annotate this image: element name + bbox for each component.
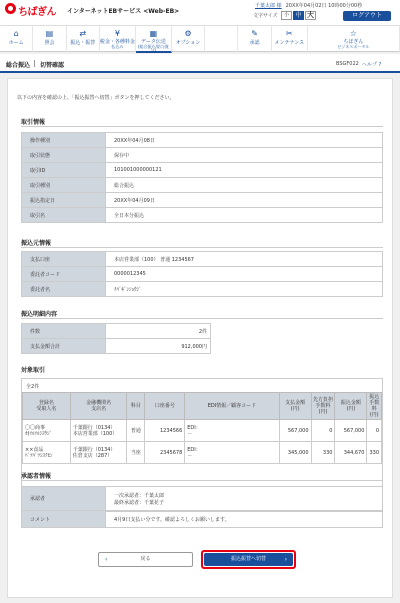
logout-button[interactable]: ログアウト	[343, 11, 391, 21]
row-key: 委託者コード	[22, 267, 106, 282]
table-row	[22, 267, 383, 282]
nav-item-7[interactable]	[238, 26, 271, 53]
switch-label: 振込振替へ切替	[230, 556, 266, 562]
user-info	[255, 2, 362, 9]
help-link[interactable]: ヘルプ ?	[362, 62, 382, 68]
row-value: 20XX年04月08日	[106, 133, 383, 148]
nav-label: オプション	[175, 40, 201, 46]
row-value: 0000012345	[106, 267, 383, 282]
chevron-left-icon: ‹	[105, 556, 108, 563]
global-nav	[0, 25, 400, 52]
table-cell: 〇〇商事 ｶ)ﾏﾙﾏﾙｼﾖｳｼﾞ	[23, 420, 71, 442]
maintenance-icon: ✂	[285, 29, 293, 38]
row-value: 101001000000121	[106, 163, 383, 178]
table-row	[22, 133, 383, 148]
portal-icon: ☆	[349, 29, 357, 38]
row-value: 4月9日支払い分です。確認よろしくお願いします。	[106, 511, 383, 528]
main-content	[7, 78, 393, 598]
column-header: 口座番号	[145, 393, 185, 420]
row-key: 操作種別	[22, 133, 106, 148]
bank-logo-icon	[5, 3, 16, 14]
source-info-title: 振込元情報	[21, 240, 52, 247]
row-key: 委託者名	[22, 282, 106, 297]
row-key: 支払口座	[22, 252, 106, 267]
approver-info-title: 承認者情報	[21, 473, 52, 480]
table-row	[22, 193, 383, 208]
font-size-small-button[interactable]: 小	[281, 11, 292, 20]
column-header: 振込金額 (円)	[335, 393, 367, 420]
table-row	[22, 282, 383, 297]
table-row	[22, 178, 383, 193]
transfer-icon: ⇄	[79, 29, 87, 38]
column-header: 先方負担 手数料 (円)	[311, 393, 335, 420]
nav-item-9[interactable]	[308, 26, 400, 53]
nav-item-5[interactable]	[172, 26, 205, 53]
row-key: 取引状態	[22, 148, 106, 163]
table-cell: 344,670	[335, 442, 367, 464]
chevron-right-icon: ›	[284, 556, 287, 563]
switch-to-transfer-inner	[204, 553, 293, 566]
trade-info-table	[21, 132, 383, 223]
row-key: 取引名	[22, 208, 106, 223]
row-value: ﾁﾊﾞｷﾞﾝｼｮｳｼﾞ	[106, 282, 383, 297]
nav-item-2[interactable]	[67, 26, 100, 53]
row-value: 一次承認者：千葉太郎 最終承認者：千葉花子	[106, 487, 383, 511]
table-row	[22, 487, 383, 511]
page-title-bar	[0, 54, 400, 73]
divider	[21, 480, 383, 481]
table-row	[22, 511, 383, 528]
data-transmit-icon: ▦	[149, 29, 158, 38]
table-cell: 千葉銀行（0134） 本店営業部（100）	[70, 420, 127, 442]
table-row	[23, 442, 382, 464]
nav-sublabel: 払込み	[111, 44, 124, 49]
table-cell: 567,000	[279, 420, 311, 442]
nav-item-3[interactable]	[100, 26, 136, 53]
row-key: 取引種別	[22, 178, 106, 193]
nav-sublabel: (総合振込/給与賞与)	[137, 44, 169, 53]
approval-icon: ✎	[251, 29, 258, 38]
nav-label: 照会	[44, 40, 55, 46]
nav-item-8[interactable]	[272, 26, 308, 53]
brand-name: ちばぎん	[18, 7, 56, 18]
row-value: 本店営業部（100） 普通 1234567	[106, 252, 383, 267]
inquiry-icon: ▤	[45, 29, 54, 38]
divider	[21, 126, 383, 127]
table-cell: ××食品 ﾊﾞﾂﾊﾞﾂｼﾖｸﾋﾝ	[23, 442, 71, 464]
nav-label: ちばぎん	[343, 39, 364, 45]
row-value: 20XX年04月09日	[106, 193, 383, 208]
row-key: コメント	[22, 511, 106, 528]
row-key: 承認者	[22, 487, 106, 511]
row-value: 全日本分振込	[106, 208, 383, 223]
table-row	[22, 163, 383, 178]
row-key: 振込指定日	[22, 193, 106, 208]
nav-label: ホーム	[8, 40, 24, 46]
row-key: 支払金額合計	[22, 339, 106, 354]
table-row	[22, 339, 211, 354]
table-cell: EDI： －	[185, 420, 279, 442]
instruction-text: 以下の内容を確認の上、「振込振替へ切替」ボタンを押してください。	[17, 95, 175, 101]
back-button[interactable]	[98, 552, 193, 567]
table-row	[22, 324, 211, 339]
nav-item-1[interactable]	[33, 26, 66, 53]
table-cell: 330	[367, 442, 382, 464]
approver-info-table	[21, 486, 383, 528]
row-value: 2件	[106, 324, 211, 339]
table-row	[22, 252, 383, 267]
table-row	[23, 420, 382, 442]
nav-sublabel: ビジネスポータル	[337, 44, 370, 49]
table-cell: 当座	[127, 442, 145, 464]
table-cell: 2345678	[145, 442, 185, 464]
column-header: 科目	[127, 393, 145, 420]
header	[0, 0, 400, 25]
detail-info-table	[21, 323, 211, 354]
nav-item-0[interactable]	[0, 26, 33, 53]
font-size-large-button[interactable]: 大	[307, 11, 314, 19]
breadcrumb-category: 総合振込	[6, 62, 31, 69]
screen-id: BSGF022	[336, 61, 359, 67]
target-count: 全2件	[26, 384, 40, 390]
table-row	[22, 148, 383, 163]
table-cell: 330	[311, 442, 335, 464]
back-label: 戻る	[140, 556, 151, 562]
column-header: 金融機関名 支店名	[70, 393, 127, 420]
table-header-row	[23, 393, 382, 420]
login-timestamp: 20XX年04月02日 10時00分00秒	[285, 3, 363, 9]
table-row	[22, 208, 383, 223]
row-value: 912,000円	[106, 339, 211, 354]
divider	[21, 247, 383, 248]
page-title: 切替確認	[40, 62, 65, 69]
column-header: 振込手数料 (円)	[367, 393, 382, 420]
font-size-label: 文字サイズ	[253, 13, 278, 19]
column-header: 登録名 受取人名	[23, 393, 71, 420]
breadcrumb-divider	[34, 60, 35, 67]
table-cell: 345,000	[279, 442, 311, 464]
row-value: 総合振込	[106, 178, 383, 193]
nav-label: 振込・振替	[70, 40, 96, 46]
user-name[interactable]: 千葉太郎 様	[255, 3, 282, 9]
target-trades-table	[22, 392, 382, 464]
home-icon: ⌂	[13, 29, 19, 38]
source-info-table	[21, 251, 383, 297]
nav-label: 税金・各種料金	[99, 39, 135, 45]
table-cell: 普通	[127, 420, 145, 442]
nav-label: メンテナンス	[274, 40, 305, 46]
row-key: 件数	[22, 324, 106, 339]
nav-spacer	[205, 26, 238, 53]
detail-info-title: 振込明細内容	[21, 311, 58, 318]
font-size-medium-button[interactable]: 中	[293, 11, 304, 20]
table-cell: 0	[311, 420, 335, 442]
table-cell: 1234566	[145, 420, 185, 442]
nav-item-4[interactable]	[136, 26, 172, 53]
table-cell: 千葉銀行（0134） 佐倉支店（287）	[70, 442, 127, 464]
row-value: 保存中	[106, 148, 383, 163]
column-header: EDI情報／顧客コード	[185, 393, 279, 420]
nav-label: データ伝送	[140, 39, 166, 45]
nav-label: 承認	[249, 40, 260, 46]
switch-to-transfer-button[interactable]	[201, 550, 296, 569]
table-cell: EDI： －	[185, 442, 279, 464]
option-icon: ⚙	[184, 29, 192, 38]
divider	[21, 318, 383, 319]
row-key: 取引ID	[22, 163, 106, 178]
table-cell: 567,000	[335, 420, 367, 442]
service-name: インターネットEBサービス <Web-EB>	[67, 8, 180, 15]
column-header: 支払金額 (円)	[279, 393, 311, 420]
table-cell: 0	[367, 420, 382, 442]
target-trades-title: 対象取引	[21, 367, 46, 374]
payment-icon: ¥	[114, 29, 120, 38]
trade-info-title: 取引情報	[21, 119, 46, 126]
